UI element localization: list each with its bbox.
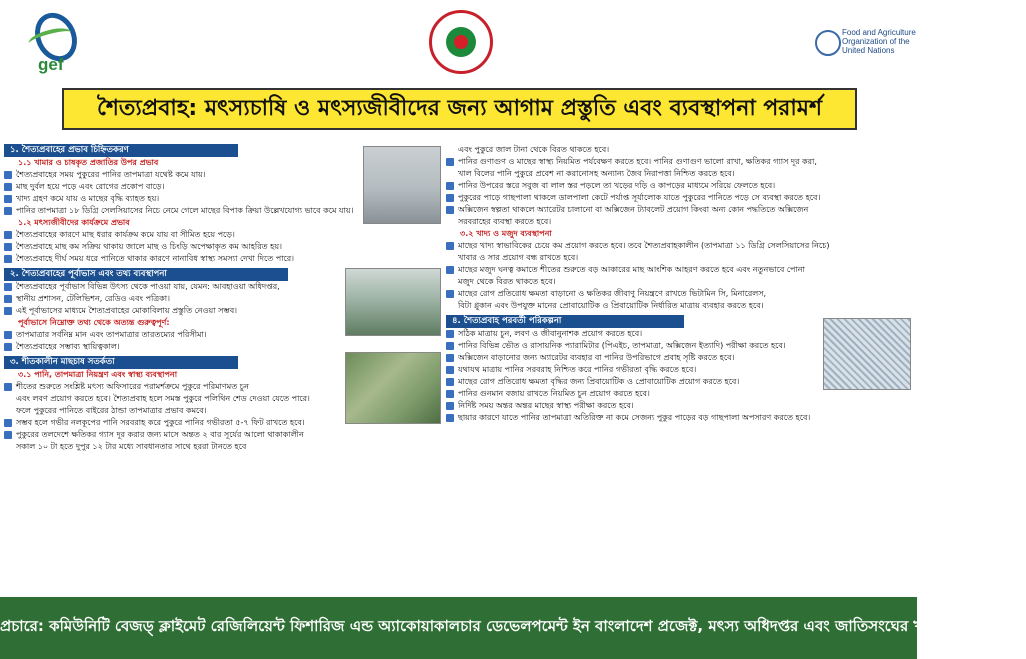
footer-banner (0, 597, 1026, 659)
bullet-icon (4, 343, 12, 351)
gef-logo (28, 12, 88, 72)
bullet-icon (4, 231, 12, 239)
bullet-icon (446, 206, 454, 214)
list-item: মাছের রোগ প্রতিরোধ ক্ষমতা বৃদ্ধির জন্য প্রিবায়োটিক ও প্রোবায়োটিক প্রয়োগ করতে হবে। (446, 376, 912, 388)
list-item-continuation: খাল বিলের পানি পুকুরে প্রবেশ না করানোসহ অন্যান্য জৈব নিরাপত্তা নিশ্চিত করতে হবে। (458, 169, 735, 178)
fao-logo-icon (815, 30, 841, 56)
bullet-icon (4, 431, 12, 439)
forecast-note: পূর্বাভাসে নিম্নোক্ত তথ্য থেকে অত্যন্ত গুরুত্বপূর্ণ: (18, 318, 170, 327)
list-item: পানির বিভিন্ন ভৌত ও রাসায়নিক প্যারামিটার (পিএইচ, তাপমাত্রা, অক্সিজেন ইত্যাদি) পরীক্ষা করতে হবে। (446, 340, 912, 352)
bullet-icon (446, 266, 454, 274)
list-item: শৈত্যপ্রবাহের কারণে মাছ ধরার কার্যক্রম কমে যায় বা সীমিত হয়ে পড়ে। (4, 229, 356, 241)
list-item-continuation: বিটা গ্লুকান এবং উপযুক্ত মানের প্রোবায়োটিক ও প্রিবায়োটিক নির্ধারিত মাত্রায় ব্যবহার করতে হবে। (458, 301, 764, 310)
bullet-icon (446, 330, 454, 338)
page-title: শৈত্যপ্রবাহ: মৎস্যচাষি ও মৎস্যজীবীদের জন্য আগাম প্রস্তুতি এবং ব্যবস্থাপনা পরামর্শ (62, 88, 857, 130)
list-item: অক্সিজেন স্বল্পতা থাকলে অ্যারেটর চালানো বা অক্সিজেন ট্যাবলেট প্রয়োগ কিংবা অন্য কোন পদ্ধতিতে অক্সিজেন (446, 204, 912, 216)
list-item-continuation: এবং পুকুরে জাল টানা থেকে বিরত থাকতে হবে। (458, 145, 610, 154)
list-item: ছায়ার কারণে যাতে পানির তাপমাত্রা অতিরিক্ত না কমে সেজন্য পুকুর পাড়ের বড় গাছপালা অপসারণ করতে হবে। (446, 412, 912, 424)
section-4-heading: ৪. শৈত্যপ্রবাহ পরবর্তী পরিকল্পনা (446, 315, 684, 328)
list-item: শৈত্যপ্রবাহের পূর্বাভাস বিভিন্ন উৎস্য থেকে পাওয়া যায়, যেমন: আবহাওয়া অধিদপ্তর, (4, 281, 356, 293)
list-item: সঠিক মাত্রায় চুন, লবণ ও জীবানুনাশক প্রয়োগ করতে হবে। (446, 328, 912, 340)
list-item: শৈত্যপ্রবাহে দীর্ঘ সময় ধরে পানিতে থাকার কারণে নানাবিধ স্বাস্থ্য সমস্যা দেখা দিতে পারে। (4, 253, 356, 265)
bullet-icon (446, 390, 454, 398)
bullet-icon (446, 402, 454, 410)
list-item-continuation: মজুদ থেকে বিরত থাকতে হবে। (458, 277, 556, 286)
list-item: মাছের রোগ প্রতিরোধ ক্ষমতা বাড়ানো ও ক্ষতিকর জীবাণু নিয়ন্ত্রণে রাখতে ভিটামিন সি, মিনারেলস, (446, 288, 828, 300)
list-item: পানির উপরের স্তরে সবুজ বা লাল স্তর পড়লে তা খড়ের দড়ি ও কাপড়ের মাধ্যমে সরিয়ে ফেলতে হবে। (446, 180, 912, 192)
government-seal-icon (429, 10, 493, 74)
list-item: এই পূর্বাভাসের মাধ্যমে শৈত্যপ্রবাহের মোকাবিলায় প্রস্তুতি নেওয়া সম্ভব। (4, 305, 356, 317)
bullet-icon (4, 207, 12, 215)
section-2-heading: ২. শৈত্যপ্রবাহের পূর্বাভাস এবং তথ্য ব্যবস্থাপনা (4, 268, 288, 281)
list-item: নির্দিষ্ট সময় অন্তর অন্তর মাছের স্বাস্থ্য পরীক্ষা করতে হবে। (446, 400, 912, 412)
bullet-icon (4, 183, 12, 191)
subsection-1-2-heading: ১.২ মৎস্যজীবীদের কার্যক্রমে প্রভাব (18, 218, 130, 227)
list-item-continuation: সরবরাহের ব্যবস্থা করতে হবে। (458, 217, 552, 226)
list-item: মাছ দুর্বল হয়ে পড়ে এবং রোগের প্রকোপ বাড়ে। (4, 181, 444, 193)
list-item: শৈত্যপ্রবাহে মাছ কম সক্রিয় থাকায় জালে মাছ ও চিংড়ি অপেক্ষাকৃত কম আহরিত হয়। (4, 241, 356, 253)
list-item: শৈত্যপ্রবাহের সম্ভাব্য স্থায়িত্বকাল। (4, 341, 356, 353)
bullet-icon (4, 307, 12, 315)
list-item: অক্সিজেন বাড়ানোর জন্য অ্যারেটর ব্যবহার বা পানির উপরিভাগে প্রবাহ সৃষ্টি করতে হবে। (446, 352, 912, 364)
list-item: শৈত্যপ্রবাহের সময় পুকুরের পানির তাপমাত্রা যথেষ্ট কমে যায়। (4, 169, 444, 181)
list-item-continuation: ফলে পুকুরের পানিতে বাইরের ঠান্ডা তাপমাত্রার প্রভাব কমবে। (16, 406, 207, 415)
list-item: পুকুরের তলদেশে ক্ষতিকর গ্যাস দূর করার জন্য মাসে অন্তত ২ বার সূর্যের আলো থাকাকালীন (4, 429, 444, 441)
list-item: সম্ভব হলে গভীর নলকূপের পানি সরবরাহ করে পুকুরে পানির গভীরতা ৫-৭ ফিট রাখতে হবে। (4, 417, 444, 429)
subsection-1-1-heading: ১.১ খামার ও চাষকৃত প্রজাতির উপর প্রভাব (18, 158, 159, 167)
bullet-icon (446, 158, 454, 166)
list-item-continuation: এবং লবণ প্রয়োগ করতে হবে। শৈত্যপ্রবাহ হলে সমস্ত পুকুরে পলিথিন শেড দেওয়া যেতে পারে। (16, 394, 310, 403)
bullet-icon (446, 242, 454, 250)
section-1-heading: ১. শৈত্যপ্রবাহের প্রভাব চিহ্নিতকরণ (4, 144, 238, 157)
list-item: যথাযথ মাত্রায় পানির সরবরাহ নিশ্চিত করে পানির গভীরতা বৃদ্ধি করতে হবে। (446, 364, 912, 376)
bullet-icon (446, 182, 454, 190)
list-item: পানির গুণাগুণ ও মাছের স্বাস্থ্য নিয়মিত পর্যবেক্ষণ করতে হবে। পানির গুণাগুণ ভালো রাখা, ক্ষতিকর গ্যাস দূর করা, (446, 156, 912, 168)
foggy-pond-photo (363, 146, 441, 224)
list-item: মাছের মজুদ ঘনত্ব কমাতে শীতের শুরুতে বড় আকারের মাছ আংশিক আহরণ করতে হবে এবং নতুনভাবে পোনা (446, 264, 828, 276)
bullet-icon (4, 171, 12, 179)
list-item: পানির তাপমাত্রা ১৮ ডিগ্রি সেলসিয়াসের নিচে নেমে গেলে মাছের বিপাক ক্রিয়া উল্লেখযোগ্য ভাবে কমে যায়। (4, 205, 444, 217)
bullet-icon (446, 378, 454, 386)
footer-credit: প্রচারে: কমিউনিটি বেজড্ ক্লাইমেট রেজিলিয়েন্ট ফিশারিজ এন্ড অ্যাকোয়াকালচার ডেভেলপমেন্ট ইন বাংলাদেশ প্রজেক্ট, মৎস্য অধিদপ্তর এবং জাতিসংঘের খাদ্য ও কৃষি সংস্থা। (0, 617, 1026, 635)
section-3-heading: ৩. শীতকালীন মাছচাষ সতর্কতা (4, 356, 238, 369)
list-item: পানির গুনমান বজায় রাখতে নিয়মিত চুন প্রয়োগ করতে হবে। (446, 388, 912, 400)
bullet-icon (4, 419, 12, 427)
bullet-icon (4, 383, 12, 391)
subsection-3-2-heading: ৩.২ খাদ্য ও মজুদ ব্যবস্থাপনা (460, 229, 552, 238)
list-item: শীতের শুরুতে সংশ্লিষ্ট মৎস্য অফিসারের পরামর্শক্রমে পুকুরে পরিমাণমত চুন (4, 381, 444, 393)
bullet-icon (446, 366, 454, 374)
list-item: তাপমাত্রার সর্বনিম্ন মান এবং তাপমাত্রার তারতম্যের পরিসীমা। (4, 329, 356, 341)
gef-logo-text: gef (38, 55, 64, 74)
list-item: খাদ্য গ্রহণ কমে যায় ও মাছের বৃদ্ধি ব্যাহত হয়। (4, 193, 444, 205)
subsection-3-1-heading: ৩.১ পানি, তাপমাত্রা নিয়ন্ত্রণ এবং স্বাস্থ্য ব্যবস্থাপনা (18, 370, 178, 379)
list-item-continuation: সকাল ১০ টা হতে দুপুর ১২ টার মধ্যে সাবধানতার সাথে হররা টানতে হবে (16, 442, 247, 451)
bullet-icon (4, 295, 12, 303)
list-item: মাছের খাদ্য স্বাভাবিকের চেয়ে কম প্রয়োগ করতে হবে। তবে শৈত্যপ্রবাহকালীন (তাপমাত্রা ১১ ডিগ্রি সেলসিয়াসের নিচে) (446, 240, 912, 252)
bullet-icon (4, 243, 12, 251)
fish-net-photo (823, 318, 911, 390)
pond-fishing-photo (345, 268, 441, 336)
fao-logo-text: Food and Agriculture Organization of the United Nations (842, 28, 916, 55)
bullet-icon (4, 331, 12, 339)
fish-ponds-aerial-photo (345, 352, 441, 424)
bullet-icon (446, 194, 454, 202)
bullet-icon (446, 414, 454, 422)
bullet-icon (446, 342, 454, 350)
bullet-icon (4, 195, 12, 203)
bullet-icon (446, 290, 454, 298)
list-item-continuation: খাবার ও সার প্রয়োগ বন্ধ রাখতে হবে। (458, 253, 579, 262)
bullet-icon (4, 255, 12, 263)
bullet-icon (446, 354, 454, 362)
list-item: স্থানীয় প্রশাসন, টেলিভিশন, রেডিও এবং পত্রিকা। (4, 293, 356, 305)
list-item: পুকুরের পাড়ে গাছপালা থাকলে ডালপালা কেটে পর্যাপ্ত সূর্যালোক যাতে পুকুরের পানিতে পড়ে সে ব্যবস্থা করতে হবে। (446, 192, 912, 204)
bullet-icon (4, 283, 12, 291)
